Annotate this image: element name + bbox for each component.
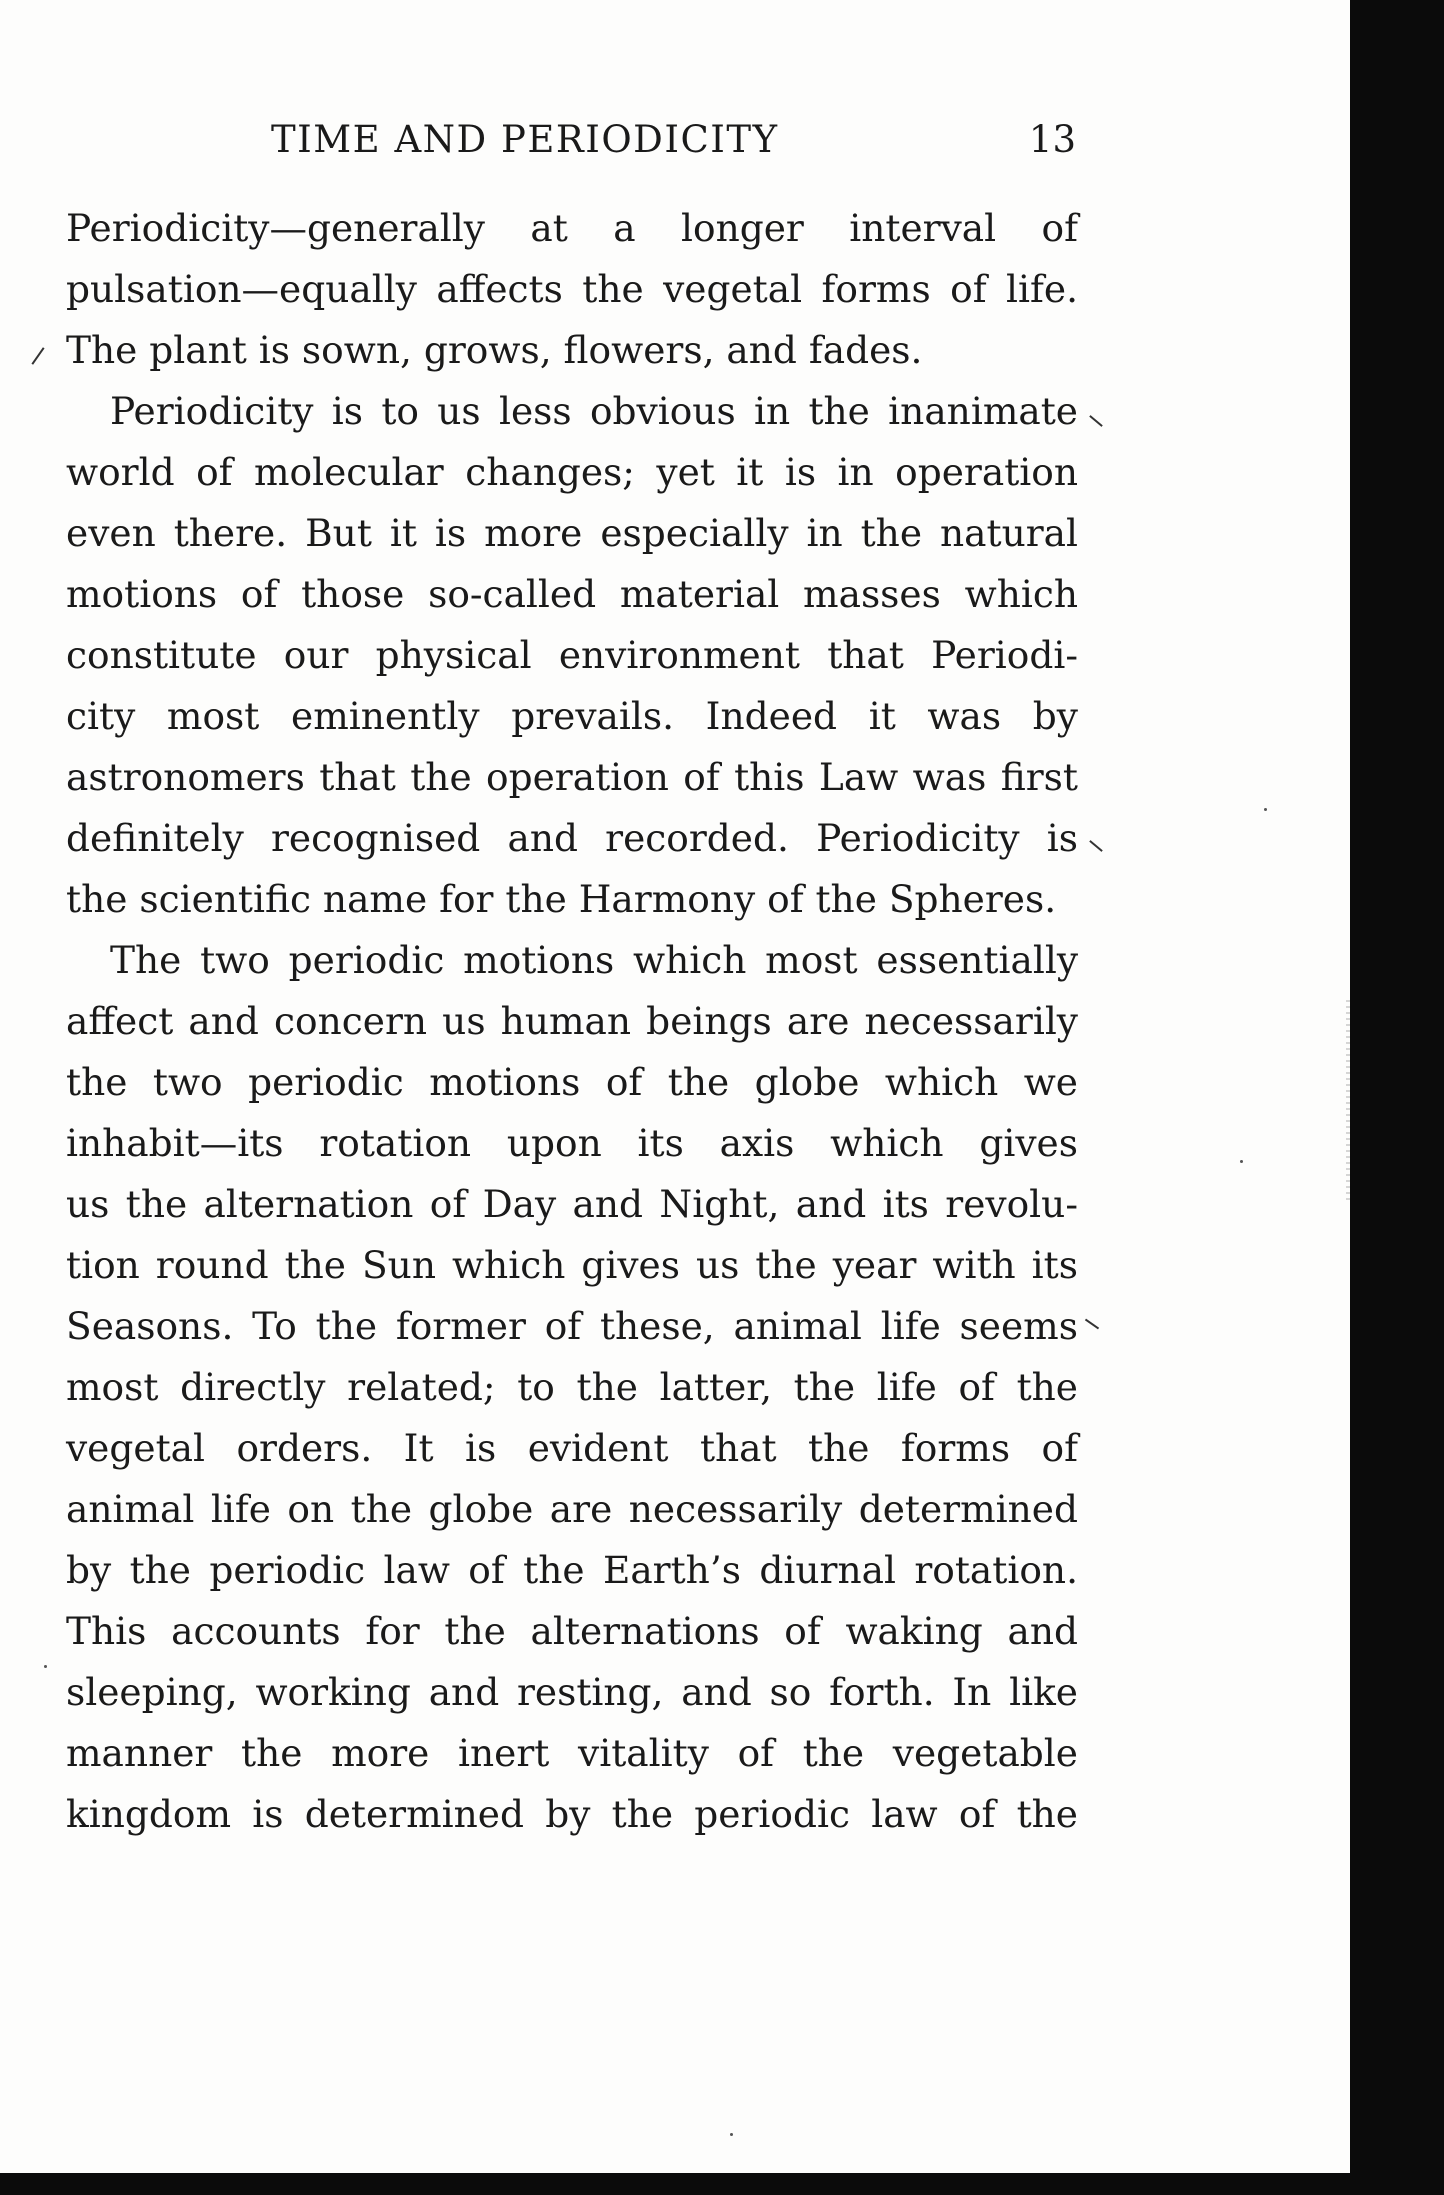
page-header <box>66 118 1076 168</box>
text-line: tion round the Sun which gives us the year with its <box>66 1243 1078 1287</box>
text-line: The two periodic motions which most essentially <box>110 938 1078 982</box>
text-line: Seasons. To the former of these, animal life seems <box>66 1304 1078 1348</box>
text-line: kingdom is determined by the periodic law of the <box>66 1792 1078 1836</box>
text-line: manner the more inert vitality of the vegetable <box>66 1731 1078 1775</box>
text-line: Periodicity is to us less obvious in the inanimate <box>110 389 1078 433</box>
text-line: sleeping, working and resting, and so forth. In like <box>66 1670 1078 1714</box>
margin-pencil-mark <box>1089 415 1103 427</box>
margin-pencil-mark <box>31 347 44 365</box>
margin-pencil-mark <box>1085 1319 1099 1330</box>
scan-border-right <box>1350 0 1444 2195</box>
page-number: 13 <box>1028 118 1076 161</box>
text-line: affect and concern us human beings are necessarily <box>66 999 1078 1043</box>
scan-border-bottom <box>0 2173 1444 2195</box>
text-line: by the periodic law of the Earth’s diurnal rotation. <box>66 1548 1078 1592</box>
text-line: vegetal orders. It is evident that the forms of <box>66 1426 1078 1470</box>
text-line: city most eminently prevails. Indeed it was by <box>66 694 1078 738</box>
text-line: definitely recognised and recorded. Periodicity is <box>66 816 1078 860</box>
scan-speck <box>44 1665 47 1668</box>
text-line: The plant is sown, grows, flowers, and fades. <box>66 328 923 372</box>
text-line: most directly related; to the latter, the life of the <box>66 1365 1078 1409</box>
text-line: the scientific name for the Harmony of the Spheres. <box>66 877 1057 921</box>
text-line: even there. But it is more especially in the natural <box>66 511 1078 555</box>
text-line: Periodicity—generally at a longer interval of <box>66 206 1078 250</box>
running-title: TIME AND PERIODICITY <box>271 118 779 161</box>
margin-pencil-mark <box>1089 840 1103 852</box>
text-line: pulsation—equally affects the vegetal forms of life. <box>66 267 1078 311</box>
text-line: constitute our physical environment that Periodi- <box>66 633 1078 677</box>
text-line: inhabit—its rotation upon its axis which gives <box>66 1121 1078 1165</box>
scan-speck <box>1264 808 1267 811</box>
text-line: astronomers that the operation of this Law was first <box>66 755 1078 799</box>
text-line: This accounts for the alternations of waking and <box>66 1609 1078 1653</box>
scan-speck <box>1240 1160 1243 1163</box>
text-line: motions of those so-called material masses which <box>66 572 1078 616</box>
text-line: us the alternation of Day and Night, and its revolu- <box>66 1182 1078 1226</box>
text-line: animal life on the globe are necessarily determined <box>66 1487 1078 1531</box>
scan-speck <box>730 2133 733 2136</box>
text-line: world of molecular changes; yet it is in operation <box>66 450 1078 494</box>
body-text <box>66 198 1078 1845</box>
text-line: the two periodic motions of the globe which we <box>66 1060 1078 1104</box>
